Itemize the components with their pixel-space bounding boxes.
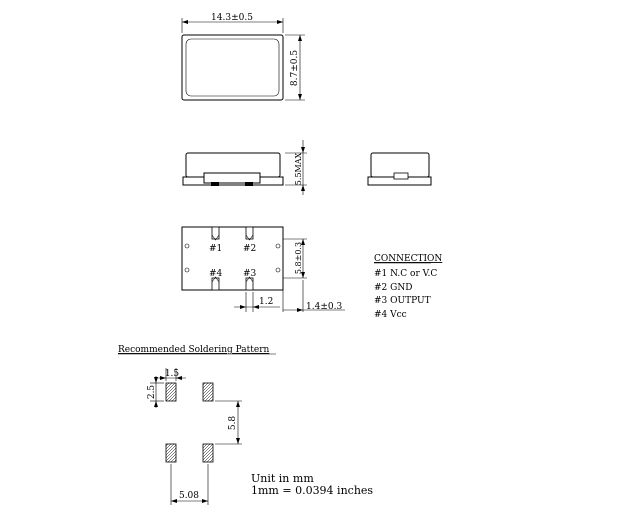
connection-item-2: #2 GND bbox=[374, 283, 413, 293]
connection-item-1: #1 N.C or V.C bbox=[374, 269, 438, 279]
connection-item-4: #4 Vcc bbox=[374, 310, 407, 320]
solder-vertical-pitch-dimension: 5.8 bbox=[228, 415, 238, 431]
connection-table bbox=[374, 254, 442, 320]
connection-title: CONNECTION bbox=[374, 254, 443, 264]
pin-2-label: #2 bbox=[243, 244, 257, 254]
units-note bbox=[251, 472, 373, 497]
pad-width-dimension: 1.2 bbox=[259, 297, 274, 307]
solder-pad-height-dimension: 2.5 bbox=[147, 384, 157, 400]
solder-pad-3 bbox=[166, 444, 176, 462]
pad-span-dimension: 5.8±0.3 bbox=[294, 241, 303, 275]
pin-4-label: #4 bbox=[209, 269, 223, 279]
side-view-front bbox=[183, 140, 307, 195]
units-line-1: Unit in mm bbox=[251, 472, 314, 485]
pin-1-label: #1 bbox=[209, 244, 223, 254]
bottom-view bbox=[182, 227, 345, 312]
solder-pad-1 bbox=[166, 383, 176, 401]
solder-pad-2 bbox=[203, 383, 213, 401]
solder-horizontal-pitch-dimension: 5.08 bbox=[178, 491, 200, 501]
top-view bbox=[182, 13, 305, 100]
solder-pad-width-dimension: 1.5 bbox=[164, 369, 180, 379]
top-height-dimension: 8.7±0.5 bbox=[290, 49, 300, 87]
pin-3-label: #3 bbox=[243, 269, 257, 279]
solder-pad-4 bbox=[203, 444, 213, 462]
top-width-dimension: 14.3±0.5 bbox=[211, 13, 253, 23]
connection-item-3: #3 OUTPUT bbox=[374, 296, 431, 306]
side-height-dimension: 5.5MAX bbox=[294, 152, 303, 186]
soldering-title: Recommended Soldering Pattern bbox=[118, 345, 270, 355]
pad-offset-dimension: 1.4±0.3 bbox=[306, 302, 343, 312]
side-view-end bbox=[368, 153, 431, 185]
units-line-2: 1mm = 0.0394 inches bbox=[251, 484, 374, 497]
